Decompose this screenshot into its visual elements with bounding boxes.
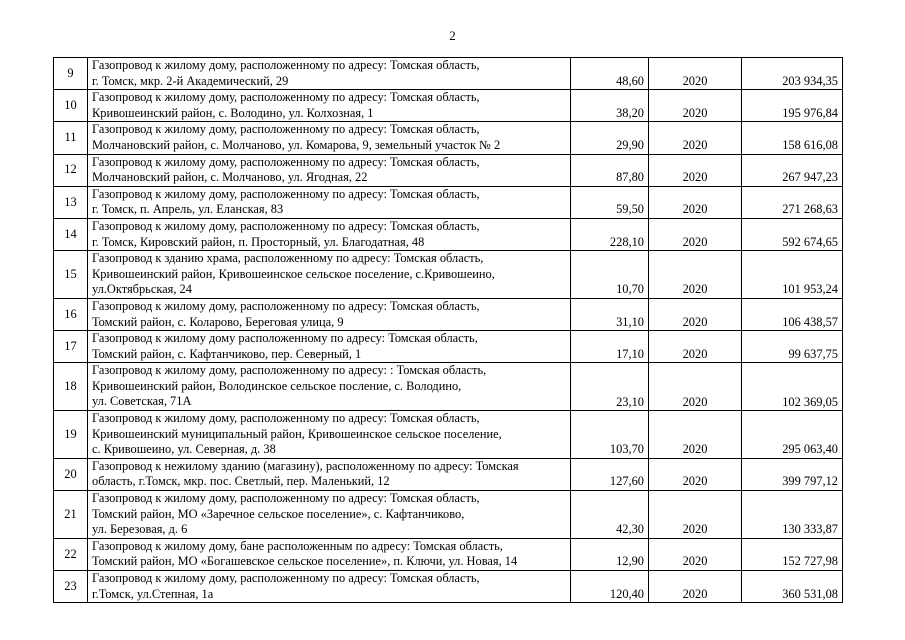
cost-cell: 271 268,63 xyxy=(742,186,843,218)
cost-cell: 360 531,08 xyxy=(742,571,843,603)
cost-cell: 195 976,84 xyxy=(742,90,843,122)
cost-cell: 152 727,98 xyxy=(742,538,843,570)
description-line: Кривошеинский муниципальный район, Кривошеинское сельское поселение, xyxy=(92,426,502,441)
description-cell xyxy=(88,363,571,411)
description-line: область, г.Томск, мкр. пос. Светлый, пер. Маленький, 12 xyxy=(92,474,390,489)
length-cell: 31,10 xyxy=(571,298,649,330)
description-line: ул. Советская, 71А xyxy=(92,394,192,409)
table-row xyxy=(54,90,843,122)
description-line: Томский район, МО «Богашевское сельское поселение», п. Ключи, ул. Новая, 14 xyxy=(92,554,518,569)
row-number-cell: 19 xyxy=(54,411,88,459)
year-cell: 2020 xyxy=(649,251,742,299)
cost-cell: 203 934,35 xyxy=(742,58,843,90)
table-row xyxy=(54,218,843,250)
length-cell: 23,10 xyxy=(571,363,649,411)
description-line: Газопровод к нежилому зданию (магазину), расположенному по адресу: Томская xyxy=(92,458,519,473)
description-cell xyxy=(88,154,571,186)
cost-cell: 399 797,12 xyxy=(742,458,843,490)
cost-cell: 106 438,57 xyxy=(742,298,843,330)
description-cell xyxy=(88,571,571,603)
table-row xyxy=(54,122,843,154)
length-cell: 38,20 xyxy=(571,90,649,122)
description-line: Молчановский район, с. Молчаново, ул. Комарова, 9, земельный участок № 2 xyxy=(92,137,501,152)
year-cell: 2020 xyxy=(649,90,742,122)
description-cell xyxy=(88,458,571,490)
cost-cell: 267 947,23 xyxy=(742,154,843,186)
length-cell: 17,10 xyxy=(571,331,649,363)
description-line: Газопровод к жилому дому, расположенному по адресу: Томская область, xyxy=(92,218,480,233)
row-number-cell: 20 xyxy=(54,458,88,490)
cost-cell: 592 674,65 xyxy=(742,218,843,250)
year-cell: 2020 xyxy=(649,571,742,603)
table-row xyxy=(54,363,843,411)
row-number-cell: 18 xyxy=(54,363,88,411)
description-line: Газопровод к жилому дому, расположенному по адресу: Томская область, xyxy=(92,58,480,72)
row-number-cell: 11 xyxy=(54,122,88,154)
table-row xyxy=(54,186,843,218)
row-number-cell: 15 xyxy=(54,251,88,299)
table-row xyxy=(54,331,843,363)
description-cell xyxy=(88,218,571,250)
description-line: Томский район, МО «Заречное сельское поселение», с. Кафтанчиково, xyxy=(92,506,465,521)
description-line: Кривошеинский район, Кривошеинское сельское поселение, с.Кривошеино, xyxy=(92,266,495,281)
row-number-cell: 10 xyxy=(54,90,88,122)
length-cell: 42,30 xyxy=(571,491,649,539)
row-number-cell: 12 xyxy=(54,154,88,186)
row-number-cell: 13 xyxy=(54,186,88,218)
row-number-cell: 23 xyxy=(54,571,88,603)
length-cell: 120,40 xyxy=(571,571,649,603)
description-line: Кривошеинский район, Володинское сельское посление, с. Володино, xyxy=(92,378,462,393)
length-cell: 48,60 xyxy=(571,58,649,90)
row-number-cell: 21 xyxy=(54,491,88,539)
description-cell xyxy=(88,298,571,330)
description-line: Газопровод к жилому дому, расположенному по адресу: Томская область, xyxy=(92,571,480,586)
table-row xyxy=(54,491,843,539)
description-line: Томский район, с. Коларово, Береговая улица, 9 xyxy=(92,314,344,329)
description-line: Газопровод к жилому дому, расположенному по адресу: Томская область, xyxy=(92,491,480,506)
description-line: Томский район, с. Кафтанчиково, пер. Северный, 1 xyxy=(92,346,362,361)
description-cell xyxy=(88,58,571,90)
table-row xyxy=(54,154,843,186)
description-line: Газопровод к жилому дому расположенному по адресу: Томская область, xyxy=(92,331,478,346)
table-row xyxy=(54,58,843,90)
description-line: Газопровод к жилому дому, расположенному по адресу: : Томская область, xyxy=(92,363,487,378)
length-cell: 12,90 xyxy=(571,538,649,570)
table-body xyxy=(54,58,843,603)
length-cell: 29,90 xyxy=(571,122,649,154)
row-number-cell: 17 xyxy=(54,331,88,363)
description-line: Газопровод к жилому дому, расположенному по адресу: Томская область, xyxy=(92,411,480,426)
description-line: Газопровод к жилому дому, расположенному по адресу: Томская область, xyxy=(92,122,480,137)
year-cell: 2020 xyxy=(649,458,742,490)
gas-pipeline-table xyxy=(53,57,843,603)
length-cell: 10,70 xyxy=(571,251,649,299)
year-cell: 2020 xyxy=(649,411,742,459)
cost-cell: 102 369,05 xyxy=(742,363,843,411)
description-line: Газопровод к жилому дому, бане расположенным по адресу: Томская область, xyxy=(92,538,503,553)
table-row xyxy=(54,458,843,490)
description-cell xyxy=(88,122,571,154)
table-row xyxy=(54,251,843,299)
description-cell xyxy=(88,90,571,122)
description-line: Молчановский район, с. Молчаново, ул. Ягодная, 22 xyxy=(92,170,368,185)
year-cell: 2020 xyxy=(649,186,742,218)
description-line: г. Томск, мкр. 2-й Академический, 29 xyxy=(92,73,289,88)
table-row xyxy=(54,411,843,459)
year-cell: 2020 xyxy=(649,58,742,90)
year-cell: 2020 xyxy=(649,218,742,250)
description-line: с. Кривошеино, ул. Северная, д. 38 xyxy=(92,442,276,457)
cost-cell: 130 333,87 xyxy=(742,491,843,539)
row-number-cell: 9 xyxy=(54,58,88,90)
cost-cell: 101 953,24 xyxy=(742,251,843,299)
year-cell: 2020 xyxy=(649,154,742,186)
description-line: ул.Октябрьская, 24 xyxy=(92,282,192,297)
description-cell xyxy=(88,251,571,299)
description-line: Кривошеинский район, с. Володино, ул. Колхозная, 1 xyxy=(92,105,374,120)
year-cell: 2020 xyxy=(649,491,742,539)
description-cell xyxy=(88,411,571,459)
row-number-cell: 14 xyxy=(54,218,88,250)
length-cell: 127,60 xyxy=(571,458,649,490)
description-cell xyxy=(88,186,571,218)
cost-cell: 99 637,75 xyxy=(742,331,843,363)
description-line: Газопровод к жилому дому, расположенному по адресу: Томская область, xyxy=(92,90,480,105)
table-row xyxy=(54,571,843,603)
description-line: Газопровод к жилому дому, расположенному по адресу: Томская область, xyxy=(92,154,480,169)
length-cell: 103,70 xyxy=(571,411,649,459)
row-number-cell: 16 xyxy=(54,298,88,330)
description-line: г. Томск, Кировский район, п. Просторный, ул. Благодатная, 48 xyxy=(92,234,425,249)
description-cell xyxy=(88,331,571,363)
description-cell xyxy=(88,491,571,539)
cost-cell: 295 063,40 xyxy=(742,411,843,459)
year-cell: 2020 xyxy=(649,298,742,330)
page-number: 2 xyxy=(449,28,456,43)
year-cell: 2020 xyxy=(649,331,742,363)
description-line: г. Томск, п. Апрель, ул. Еланская, 83 xyxy=(92,202,284,217)
year-cell: 2020 xyxy=(649,122,742,154)
table-row xyxy=(54,298,843,330)
row-number-cell: 22 xyxy=(54,538,88,570)
length-cell: 87,80 xyxy=(571,154,649,186)
length-cell: 59,50 xyxy=(571,186,649,218)
year-cell: 2020 xyxy=(649,538,742,570)
description-cell xyxy=(88,538,571,570)
length-cell: 228,10 xyxy=(571,218,649,250)
year-cell: 2020 xyxy=(649,363,742,411)
description-line: Газопровод к жилому дому, расположенному по адресу: Томская область, xyxy=(92,298,480,313)
cost-cell: 158 616,08 xyxy=(742,122,843,154)
description-line: г.Томск, ул.Степная, 1а xyxy=(92,586,214,601)
description-line: ул. Березовая, д. 6 xyxy=(92,522,188,537)
description-line: Газопровод к зданию храма, расположенному по адресу: Томская область, xyxy=(92,251,484,266)
table-row xyxy=(54,538,843,570)
description-line: Газопровод к жилому дому, расположенному по адресу: Томская область, xyxy=(92,186,480,201)
